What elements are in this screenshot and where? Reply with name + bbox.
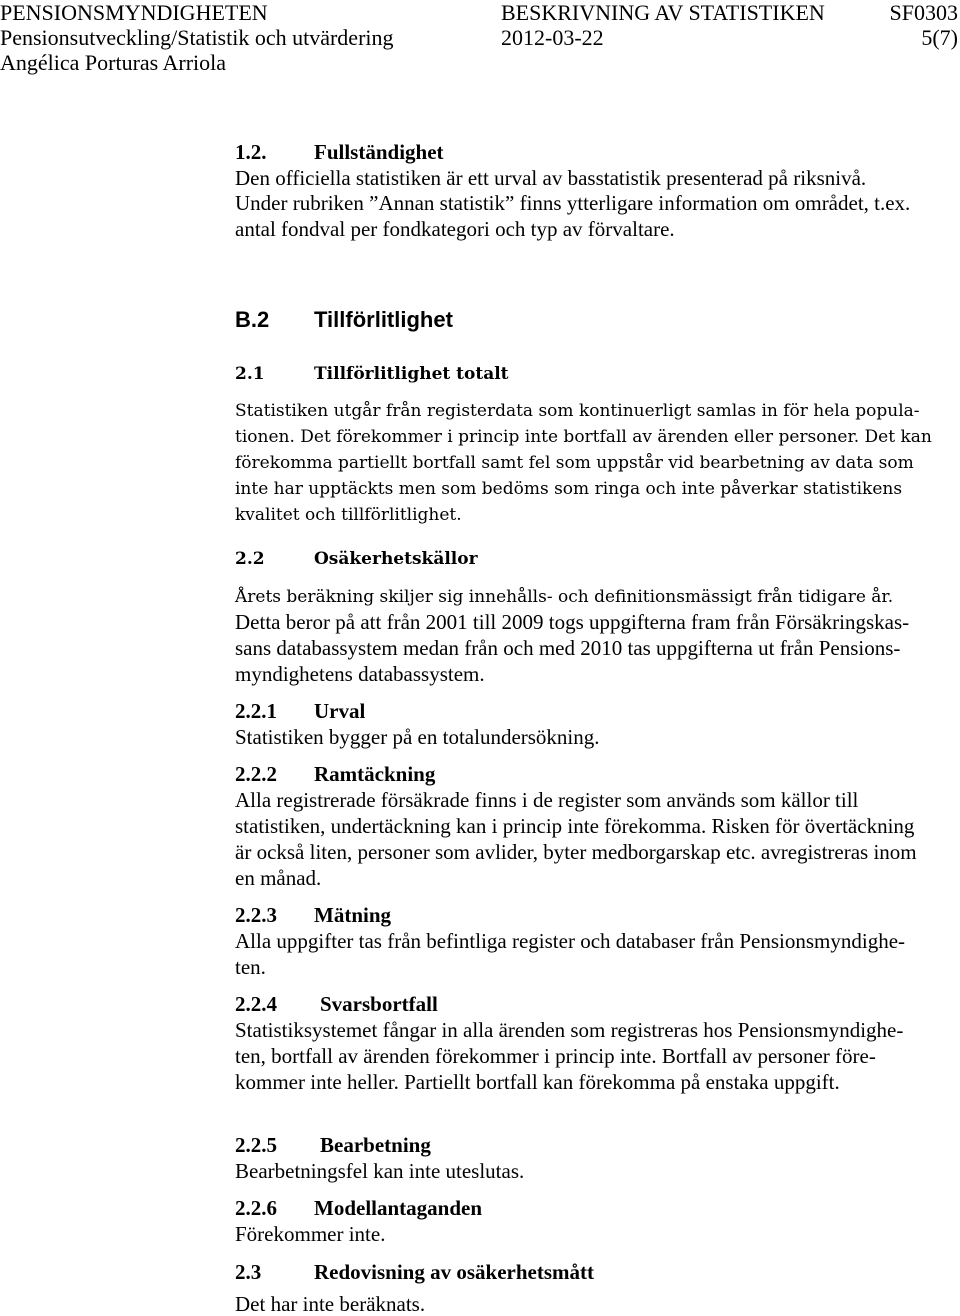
body-line: Bearbetningsfel kan inte uteslutas. bbox=[235, 1159, 525, 1183]
body-line: antal fondval per fondkategori och typ av förvaltare. bbox=[235, 217, 675, 241]
body-line: en månad. bbox=[235, 866, 322, 890]
section-number: 2.2 bbox=[235, 549, 265, 569]
body-line: kommer inte heller. Partiellt bortfall kan förekomma på enstaka uppgift. bbox=[235, 1070, 840, 1094]
body-line: ten, bortfall av ärenden förekommer i princip inte. Bortfall av personer före- bbox=[235, 1044, 876, 1068]
section-title: Redovisning av osäkerhetsmått bbox=[314, 1260, 595, 1284]
chapter-number: B.2 bbox=[235, 307, 270, 332]
section-number: 2.2.2 bbox=[235, 762, 277, 786]
body-line: ten. bbox=[235, 955, 266, 979]
chapter-title: Tillförlitlighet bbox=[314, 307, 453, 332]
body-line: Statistiken utgår från registerdata som kontinuerligt samlas in för hela popula- bbox=[235, 401, 920, 421]
section-title: Mätning bbox=[314, 903, 392, 927]
body-line: Alla uppgifter tas från befintliga register och databaser från Pensionsmyndighe- bbox=[235, 929, 906, 953]
body-line: tionen. Det förekommer i princip inte bortfall av ärenden eller personer. Det kan bbox=[235, 427, 932, 447]
section-title: Osäkerhetskällor bbox=[314, 549, 478, 569]
header-date: 2012-03-22 bbox=[501, 25, 604, 50]
header-page-number: 5(7) bbox=[921, 25, 958, 50]
section-number: 2.3 bbox=[235, 1260, 262, 1284]
header-author: Angélica Porturas Arriola bbox=[0, 50, 227, 75]
body-line: Förekommer inte. bbox=[235, 1222, 386, 1246]
section-title: Urval bbox=[314, 699, 366, 723]
section-title: Tillförlitlighet totalt bbox=[314, 364, 509, 384]
section-title: Svarsbortfall bbox=[320, 992, 438, 1016]
section-number: 2.2.5 bbox=[235, 1133, 277, 1157]
body-line: kvalitet och tillförlitlighet. bbox=[235, 505, 462, 525]
body-line: myndighetens databassystem. bbox=[235, 662, 485, 686]
body-line: Årets beräkning skiljer sig innehålls- och definitionsmässigt från tidigare år. bbox=[235, 587, 894, 607]
body-line: är också liten, personer som avlider, byter medborgarskap etc. avregistreras inom bbox=[235, 840, 917, 864]
header-org: PENSIONSMYNDIGHETEN bbox=[0, 0, 268, 25]
section-number: 2.2.3 bbox=[235, 903, 277, 927]
section-title: Bearbetning bbox=[320, 1133, 431, 1157]
body-line: Statistiksystemet fångar in alla ärenden som registreras hos Pensionsmyndighe- bbox=[235, 1018, 904, 1042]
section-number: 2.2.4 bbox=[235, 992, 277, 1016]
body-line: Det har inte beräknats. bbox=[235, 1292, 426, 1316]
header-department: Pensionsutveckling/Statistik och utvärdering bbox=[0, 25, 394, 50]
body-line: Statistiken bygger på en totalundersökning. bbox=[235, 725, 600, 749]
body-line: statistiken, undertäckning kan i princip inte förekomma. Risken för övertäckning bbox=[235, 814, 915, 838]
header-doc-type: BESKRIVNING AV STATISTIKEN bbox=[501, 0, 825, 25]
body-line: Under rubriken ”Annan statistik” finns ytterligare information om området, t.ex. bbox=[235, 191, 911, 215]
section-title: Ramtäckning bbox=[314, 762, 436, 786]
section-number: 2.1 bbox=[235, 364, 265, 384]
header-doc-code: SF0303 bbox=[889, 0, 958, 25]
body-line: sans databassystem medan från och med 2010 tas uppgifterna ut från Pensions- bbox=[235, 636, 901, 660]
section-title: Modellantaganden bbox=[314, 1196, 483, 1220]
body-line: Detta beror på att från 2001 till 2009 togs uppgifterna fram från Försäkringskas- bbox=[235, 610, 910, 634]
body-line: Den officiella statistiken är ett urval av basstatistik presenterad på riksnivå. bbox=[235, 166, 867, 190]
section-number: 1.2. bbox=[235, 140, 267, 164]
section-number: 2.2.6 bbox=[235, 1196, 277, 1220]
section-number: 2.2.1 bbox=[235, 699, 277, 723]
section-title: Fullständighet bbox=[314, 140, 444, 164]
body-line: förekomma partiellt bortfall samt fel som uppstår vid bearbetning av data som bbox=[235, 453, 914, 473]
body-line: Alla registrerade försäkrade finns i de register som används som källor till bbox=[235, 788, 859, 812]
body-line: inte har upptäckts men som bedöms som ringa och inte påverkar statistikens bbox=[235, 479, 903, 499]
